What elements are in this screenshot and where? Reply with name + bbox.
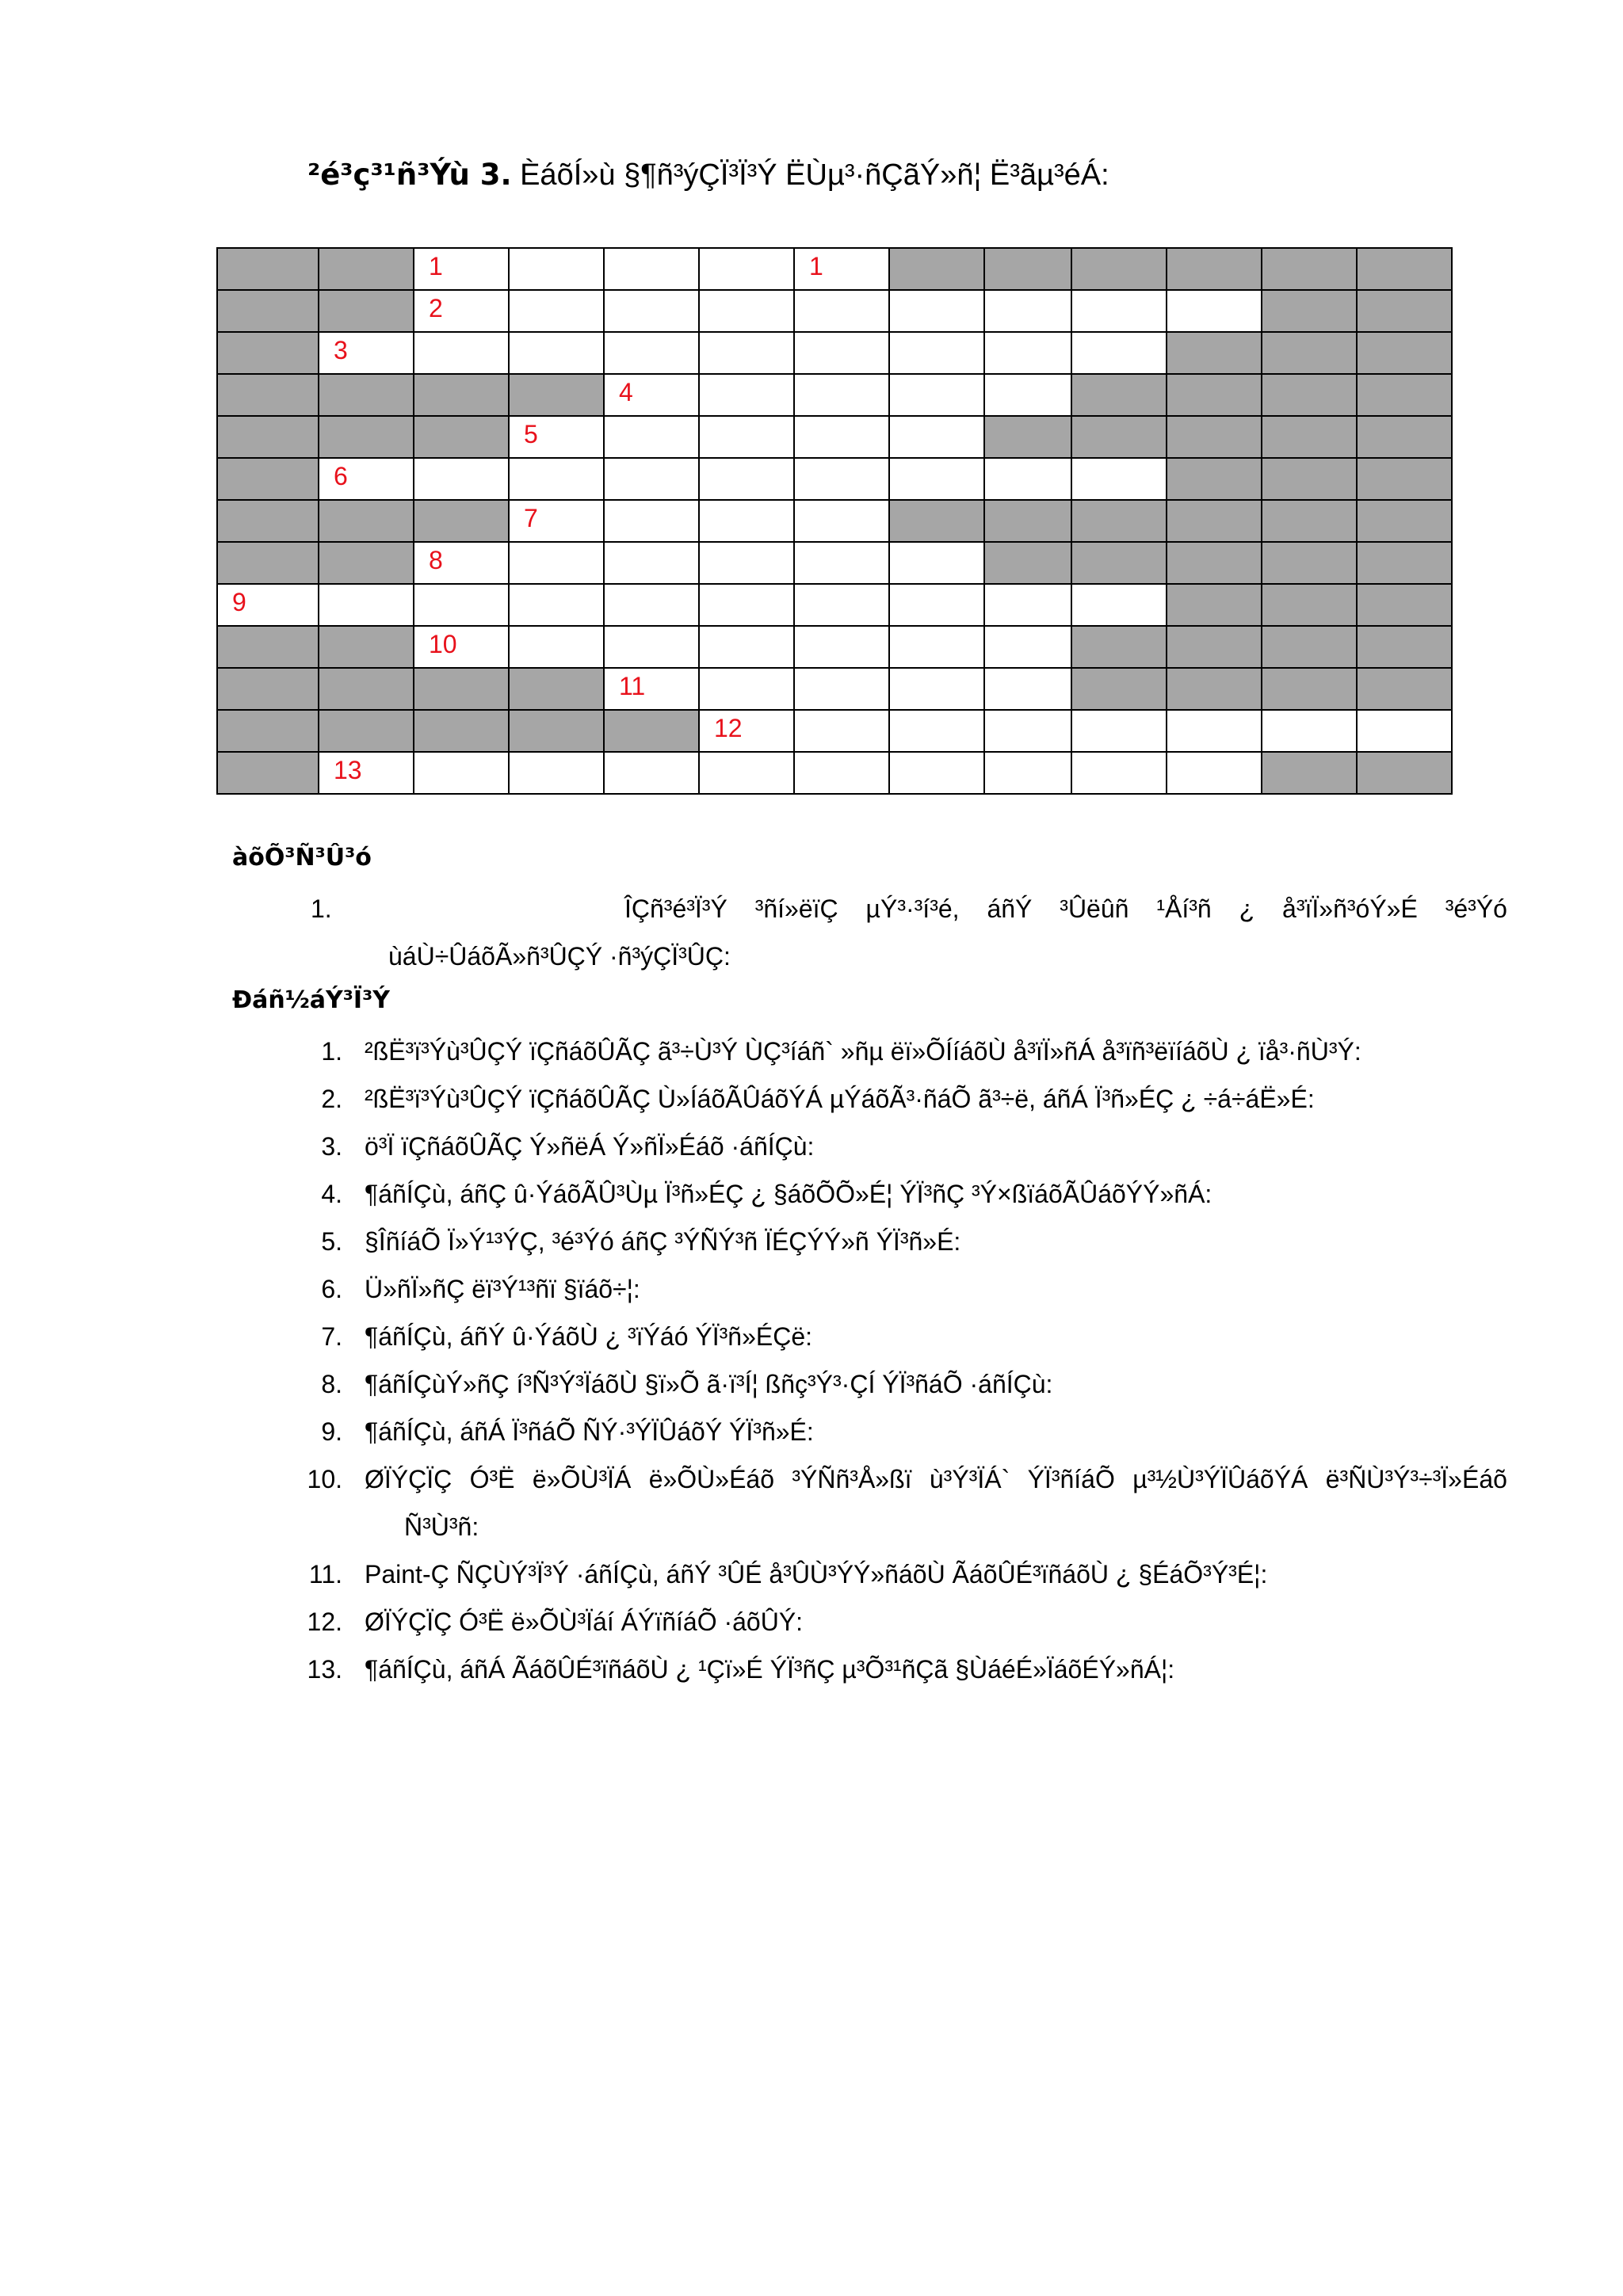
- clue-word: ÝÏ³ñíáÕ: [1027, 1465, 1115, 1493]
- crossword-cell[interactable]: [1071, 290, 1167, 332]
- crossword-cell[interactable]: [794, 458, 889, 500]
- crossword-blocked-cell: [1071, 374, 1167, 416]
- exercise-number: ²é³ç³¹ñ³Ýù 3.: [307, 158, 512, 192]
- exercise-heading: [307, 155, 1109, 195]
- crossword-cell[interactable]: [604, 332, 699, 374]
- down-clue-continuation: Ñ³Ù³ñ:: [404, 1512, 479, 1541]
- crossword-blocked-cell: [1262, 290, 1357, 332]
- crossword-blocked-cell: [984, 416, 1071, 458]
- across-clue-continuation: ùáÙ÷ÛáõÃ»ñ³ÛÇÝ ·ñ³ýÇÏ³ÛÇ:: [388, 942, 731, 971]
- crossword-cell[interactable]: [319, 458, 414, 500]
- crossword-cell[interactable]: [319, 752, 414, 794]
- exercise-instruction: ÈáõÍ»ù §¶ñ³ýÇÏ³Ï³Ý ËÙµ³·ñÇãÝ»ñ¦ Ë³ãµ³éÁ:: [511, 158, 1109, 192]
- crossword-cell[interactable]: [699, 332, 794, 374]
- down-clue-text: ¶áñÍÇù, áñÝ û·ÝáõÙ ¿ ³ïÝáó ÝÏ³ñ»ÉÇë:: [365, 1322, 813, 1351]
- crossword-cell[interactable]: [699, 668, 794, 710]
- crossword-cell[interactable]: [889, 752, 984, 794]
- clue-word: ë»ÕÙ»Éáõ: [648, 1465, 775, 1493]
- crossword-cell[interactable]: [509, 248, 604, 290]
- crossword-blocked-cell: [984, 248, 1071, 290]
- crossword-cell[interactable]: [604, 542, 699, 584]
- crossword-cell[interactable]: [699, 290, 794, 332]
- crossword-cell[interactable]: [984, 626, 1071, 668]
- crossword-cell[interactable]: [889, 290, 984, 332]
- crossword-blocked-cell: [1357, 584, 1452, 626]
- crossword-blocked-cell: [319, 500, 414, 542]
- crossword-cell[interactable]: [699, 710, 794, 752]
- crossword-grid: [216, 247, 1453, 795]
- crossword-cell[interactable]: [699, 752, 794, 794]
- crossword-blocked-cell: [1262, 374, 1357, 416]
- crossword-blocked-cell: [1262, 248, 1357, 290]
- crossword-cell[interactable]: [604, 668, 699, 710]
- crossword-blocked-cell: [1071, 668, 1167, 710]
- crossword-blocked-cell: [414, 374, 509, 416]
- crossword-blocked-cell: [1262, 458, 1357, 500]
- crossword-cell[interactable]: [794, 290, 889, 332]
- crossword-clue-number: 5: [524, 420, 538, 448]
- crossword-row: [217, 752, 1452, 794]
- crossword-cell[interactable]: [217, 584, 319, 626]
- crossword-row: [217, 668, 1452, 710]
- crossword-row: [217, 416, 1452, 458]
- crossword-clue-number: 10: [429, 630, 457, 658]
- crossword-blocked-cell: [1262, 416, 1357, 458]
- crossword-row: [217, 458, 1452, 500]
- crossword-blocked-cell: [1357, 416, 1452, 458]
- crossword-blocked-cell: [414, 500, 509, 542]
- crossword-blocked-cell: [1071, 500, 1167, 542]
- clue-word: ù³Ý³ÏÁ`: [929, 1465, 1010, 1493]
- crossword-cell[interactable]: [984, 332, 1071, 374]
- crossword-blocked-cell: [217, 374, 319, 416]
- crossword-blocked-cell: [1357, 374, 1452, 416]
- crossword-cell[interactable]: [1167, 710, 1262, 752]
- crossword-blocked-cell: [1357, 458, 1452, 500]
- crossword-blocked-cell: [1357, 500, 1452, 542]
- down-clue-number: 11.: [308, 1560, 342, 1589]
- down-clue-text: Ü»ñÏ»ñÇ ëï³Ý¹³ñï §ïáõ÷¦:: [365, 1275, 640, 1303]
- crossword-blocked-cell: [1262, 584, 1357, 626]
- down-clue-number: 2.: [321, 1085, 342, 1113]
- crossword-clue-number: 9: [232, 588, 246, 616]
- crossword-clue-number: 3: [334, 336, 348, 364]
- crossword-cell[interactable]: [319, 584, 414, 626]
- crossword-cell[interactable]: [604, 500, 699, 542]
- clue-word: å³ïÏ»ñ³óÝ»É: [1282, 894, 1418, 923]
- crossword-blocked-cell: [1167, 374, 1262, 416]
- crossword-blocked-cell: [217, 668, 319, 710]
- crossword-cell[interactable]: [794, 542, 889, 584]
- crossword-blocked-cell: [1357, 626, 1452, 668]
- down-clue-text: §ÎñíáÕ Ï»Ý¹³ÝÇ, ³é³Ýó áñÇ ³ÝÑÝ³ñ ÏÉÇÝÝ»ñ ÝÏ³ñ»É:: [365, 1227, 961, 1256]
- crossword-blocked-cell: [1262, 752, 1357, 794]
- crossword-row: [217, 374, 1452, 416]
- crossword-clue-number: 7: [524, 504, 538, 532]
- crossword-clue-number: 1: [809, 252, 823, 280]
- crossword-blocked-cell: [1167, 416, 1262, 458]
- crossword-cell[interactable]: [1167, 290, 1262, 332]
- down-clue-number: 1.: [321, 1037, 342, 1066]
- crossword-clue-number: 2: [429, 294, 443, 322]
- crossword-cell[interactable]: [699, 584, 794, 626]
- crossword-blocked-cell: [217, 542, 319, 584]
- clue-word: µÝ³·³í³é,: [865, 894, 960, 923]
- crossword-blocked-cell: [319, 416, 414, 458]
- crossword-cell[interactable]: [604, 752, 699, 794]
- crossword-blocked-cell: [1262, 500, 1357, 542]
- crossword-row: [217, 332, 1452, 374]
- crossword-blocked-cell: [1357, 332, 1452, 374]
- down-clue-text: ²ßË³ï³Ýù³ÛÇÝ ïÇñáõÛÃÇ Ù»ÍáõÃÛáõÝÁ µÝáõÃ³·ñáÕ ã³÷ë, áñÁ Ï³ñ»ÉÇ ¿ ÷á÷áË»É:: [365, 1085, 1315, 1113]
- crossword-cell[interactable]: [1262, 710, 1357, 752]
- crossword-blocked-cell: [217, 626, 319, 668]
- crossword-cell[interactable]: [699, 416, 794, 458]
- clue-word: ³ñí»ëïÇ: [754, 894, 838, 923]
- crossword-cell[interactable]: [414, 332, 509, 374]
- crossword-blocked-cell: [1071, 626, 1167, 668]
- crossword-blocked-cell: [1167, 248, 1262, 290]
- down-clue-text: ¶áñÍÇù, áñÁ Ï³ñáÕ ÑÝ·³ÝÏÛáõÝ ÝÏ³ñ»É:: [365, 1417, 814, 1446]
- crossword-blocked-cell: [1167, 668, 1262, 710]
- crossword-cell[interactable]: [1071, 752, 1167, 794]
- crossword-cell[interactable]: [509, 458, 604, 500]
- crossword-blocked-cell: [509, 374, 604, 416]
- crossword-row: [217, 584, 1452, 626]
- crossword-cell[interactable]: [604, 416, 699, 458]
- crossword-blocked-cell: [319, 668, 414, 710]
- crossword-cell[interactable]: [984, 374, 1071, 416]
- crossword-cell[interactable]: [414, 626, 509, 668]
- crossword-row: [217, 500, 1452, 542]
- crossword-blocked-cell: [1262, 626, 1357, 668]
- crossword-blocked-cell: [509, 710, 604, 752]
- clue-word: ¹Åí³ñ: [1156, 894, 1212, 923]
- crossword-cell[interactable]: [509, 626, 604, 668]
- crossword-blocked-cell: [319, 248, 414, 290]
- crossword-blocked-cell: [1357, 290, 1452, 332]
- crossword-cell[interactable]: [794, 248, 889, 290]
- crossword-cell[interactable]: [509, 584, 604, 626]
- crossword-blocked-cell: [217, 710, 319, 752]
- down-clue-text: ¶áñÍÇùÝ»ñÇ í³Ñ³Ý³ÏáõÙ §ï»Õ ã·ï³Í¦ ßñç³Ý³·ÇÍ ÝÏ³ñáÕ ·áñÍÇù:: [365, 1370, 1053, 1398]
- crossword-blocked-cell: [984, 542, 1071, 584]
- crossword-blocked-cell: [1167, 332, 1262, 374]
- crossword-blocked-cell: [319, 626, 414, 668]
- crossword-cell[interactable]: [984, 668, 1071, 710]
- crossword-blocked-cell: [319, 542, 414, 584]
- crossword-cell[interactable]: [414, 248, 509, 290]
- crossword-blocked-cell: [1167, 458, 1262, 500]
- down-clue-number: 3.: [321, 1132, 342, 1161]
- crossword-cell[interactable]: [1071, 332, 1167, 374]
- crossword-cell[interactable]: [699, 374, 794, 416]
- crossword-cell[interactable]: [509, 332, 604, 374]
- crossword-row: [217, 248, 1452, 290]
- crossword-clue-number: 12: [714, 714, 743, 742]
- clue-word: ³Ûëûñ: [1060, 894, 1129, 923]
- crossword-cell[interactable]: [889, 332, 984, 374]
- crossword-row: [217, 290, 1452, 332]
- crossword-cell[interactable]: [794, 752, 889, 794]
- crossword-cell[interactable]: [889, 710, 984, 752]
- crossword-cell[interactable]: [984, 290, 1071, 332]
- down-clue-text: ²ßË³ï³Ýù³ÛÇÝ ïÇñáõÛÃÇ ã³÷Ù³Ý ÙÇ³íáñ` »ñµ ëï»ÕÍíáõÙ å³ïÏ»ñÁ å³ïñ³ëïíáõÙ ¿ ïå³·ñÙ³Ý:: [365, 1037, 1361, 1066]
- down-clue-text: ö³Ï ïÇñáõÛÃÇ Ý»ñëÁ Ý»ñÏ»Éáõ ·áñÍÇù:: [365, 1132, 815, 1161]
- crossword-cell[interactable]: [414, 458, 509, 500]
- crossword-blocked-cell: [1357, 542, 1452, 584]
- down-clue-text: ØÏÝÇÏÇ Ó³Ë ë»ÕÙ³Ïáí ÁÝïñíáÕ ·áõÛÝ:: [365, 1608, 804, 1636]
- crossword-cell[interactable]: [604, 584, 699, 626]
- crossword-cell[interactable]: [794, 668, 889, 710]
- crossword-blocked-cell: [217, 500, 319, 542]
- crossword-cell[interactable]: [889, 626, 984, 668]
- crossword-blocked-cell: [1167, 626, 1262, 668]
- crossword-blocked-cell: [889, 500, 984, 542]
- crossword-cell[interactable]: [604, 458, 699, 500]
- clue-word: ¿: [1239, 894, 1255, 923]
- crossword-blocked-cell: [217, 248, 319, 290]
- crossword-cell[interactable]: [794, 332, 889, 374]
- crossword-cell[interactable]: [794, 374, 889, 416]
- crossword-cell[interactable]: [889, 584, 984, 626]
- crossword-cell[interactable]: [414, 290, 509, 332]
- down-clue-number: 12.: [307, 1608, 342, 1636]
- crossword-blocked-cell: [414, 668, 509, 710]
- crossword-blocked-cell: [319, 374, 414, 416]
- crossword-blocked-cell: [217, 458, 319, 500]
- crossword-cell[interactable]: [984, 584, 1071, 626]
- crossword-clue-number: 1: [429, 252, 443, 280]
- clue-word: ³ÝÑñ³Å»ßï: [792, 1465, 912, 1493]
- crossword-blocked-cell: [889, 248, 984, 290]
- crossword-cell[interactable]: [794, 500, 889, 542]
- crossword-clue-number: 4: [619, 378, 633, 406]
- crossword-cell[interactable]: [794, 626, 889, 668]
- crossword-blocked-cell: [1167, 542, 1262, 584]
- across-clue-text: [624, 885, 1507, 933]
- crossword-cell[interactable]: [604, 374, 699, 416]
- crossword-blocked-cell: [414, 710, 509, 752]
- crossword-cell[interactable]: [509, 500, 604, 542]
- crossword-cell[interactable]: [509, 290, 604, 332]
- down-clue-number: 5.: [321, 1227, 342, 1256]
- crossword-blocked-cell: [217, 752, 319, 794]
- crossword-cell[interactable]: [889, 374, 984, 416]
- down-clue-number: 7.: [321, 1322, 342, 1351]
- crossword-blocked-cell: [1167, 584, 1262, 626]
- crossword-row: [217, 710, 1452, 752]
- crossword-blocked-cell: [1357, 752, 1452, 794]
- crossword-cell[interactable]: [984, 710, 1071, 752]
- crossword-clue-number: 13: [334, 756, 362, 784]
- down-clue-number: 10.: [307, 1465, 342, 1493]
- clue-word: ë»ÕÙ³ÏÁ: [532, 1465, 632, 1493]
- down-clue-number: 8.: [321, 1370, 342, 1398]
- crossword-blocked-cell: [1262, 542, 1357, 584]
- crossword-cell[interactable]: [699, 500, 794, 542]
- crossword-cell[interactable]: [509, 542, 604, 584]
- crossword-cell[interactable]: [319, 332, 414, 374]
- clue-word: Ó³Ë: [469, 1465, 515, 1493]
- crossword-blocked-cell: [1071, 416, 1167, 458]
- crossword-blocked-cell: [604, 710, 699, 752]
- crossword-cell[interactable]: [1071, 458, 1167, 500]
- crossword-cell[interactable]: [414, 752, 509, 794]
- clue-word: µ³½Ù³ÝÏÛáõÝÁ: [1132, 1465, 1308, 1493]
- down-clue-number: 6.: [321, 1275, 342, 1303]
- down-clue-text: Paint-Ç ÑÇÙÝ³Ï³Ý ·áñÍÇù, áñÝ ³ÛÉ å³ÛÙ³ÝÝ»ñáõÙ ÃáõÛÉ³ïñáõÙ ¿ §ÉáÕ³Ý³É¦:: [365, 1560, 1268, 1589]
- crossword-clue-number: 11: [619, 672, 646, 700]
- crossword-blocked-cell: [1357, 668, 1452, 710]
- crossword-cell[interactable]: [699, 458, 794, 500]
- crossword-blocked-cell: [217, 332, 319, 374]
- crossword-row: [217, 542, 1452, 584]
- crossword-cell[interactable]: [1071, 584, 1167, 626]
- crossword-cell[interactable]: [984, 458, 1071, 500]
- crossword-cell[interactable]: [604, 248, 699, 290]
- clue-word: ë³ÑÙ³Ý³÷³Ï»Éáõ: [1325, 1465, 1507, 1493]
- down-clue-number: 4.: [321, 1180, 342, 1208]
- crossword-blocked-cell: [509, 668, 604, 710]
- down-clue-number: 13.: [307, 1655, 342, 1684]
- crossword-cell[interactable]: [1167, 752, 1262, 794]
- crossword-cell[interactable]: [794, 584, 889, 626]
- clue-word: ØÏÝÇÏÇ: [365, 1465, 453, 1493]
- clue-word: áñÝ: [987, 894, 1033, 923]
- crossword-clue-number: 6: [334, 462, 348, 490]
- down-clue-text: ¶áñÍÇù, áñÇ û·ÝáõÃÛ³Ùµ Ï³ñ»ÉÇ ¿ §áõÕÕ»É¦ ÝÏ³ñÇ ³Ý×ßïáõÃÛáõÝÝ»ñÁ:: [365, 1180, 1212, 1208]
- crossword-cell[interactable]: [889, 668, 984, 710]
- crossword-cell[interactable]: [889, 542, 984, 584]
- clue-word: ÎÇñ³é³Ï³Ý: [624, 894, 727, 923]
- crossword-cell[interactable]: [794, 710, 889, 752]
- crossword-blocked-cell: [1262, 332, 1357, 374]
- crossword-blocked-cell: [984, 500, 1071, 542]
- across-clue-number: 1.: [311, 894, 332, 923]
- down-title: Ðáñ½áÝ³Ï³Ý: [232, 986, 390, 1014]
- crossword-blocked-cell: [1262, 668, 1357, 710]
- crossword-blocked-cell: [1167, 500, 1262, 542]
- crossword-cell[interactable]: [1071, 710, 1167, 752]
- crossword-blocked-cell: [319, 710, 414, 752]
- down-clue-text: ¶áñÍÇù, áñÁ ÃáõÛÉ³ïñáõÙ ¿ ¹Çï»É ÝÏ³ñÇ µ³Õ³¹ñÇã §ÙáéÉ»ÏáõÉÝ»ñÁ¦:: [365, 1655, 1175, 1684]
- crossword-cell[interactable]: [794, 416, 889, 458]
- crossword-blocked-cell: [217, 290, 319, 332]
- crossword-cell[interactable]: [889, 416, 984, 458]
- crossword-row: [217, 626, 1452, 668]
- down-clue-text: [365, 1455, 1507, 1503]
- crossword-cell[interactable]: [1357, 710, 1452, 752]
- crossword-clue-number: 8: [429, 546, 443, 574]
- crossword-cell[interactable]: [414, 584, 509, 626]
- crossword-cell[interactable]: [604, 290, 699, 332]
- clue-word: ³é³Ýó: [1445, 894, 1507, 923]
- crossword-blocked-cell: [217, 416, 319, 458]
- crossword-cell[interactable]: [889, 458, 984, 500]
- crossword-cell[interactable]: [984, 752, 1071, 794]
- crossword-blocked-cell: [1357, 248, 1452, 290]
- crossword-cell[interactable]: [699, 248, 794, 290]
- crossword-cell[interactable]: [604, 626, 699, 668]
- crossword-blocked-cell: [319, 290, 414, 332]
- crossword-cell[interactable]: [509, 752, 604, 794]
- crossword-cell[interactable]: [509, 416, 604, 458]
- crossword-cell[interactable]: [699, 542, 794, 584]
- crossword-blocked-cell: [414, 416, 509, 458]
- crossword-blocked-cell: [1071, 248, 1167, 290]
- crossword-blocked-cell: [1071, 542, 1167, 584]
- crossword-cell[interactable]: [414, 542, 509, 584]
- down-clue-number: 9.: [321, 1417, 342, 1446]
- across-title: àõÕ³Ñ³Û³ó: [232, 844, 372, 871]
- crossword-cell[interactable]: [699, 626, 794, 668]
